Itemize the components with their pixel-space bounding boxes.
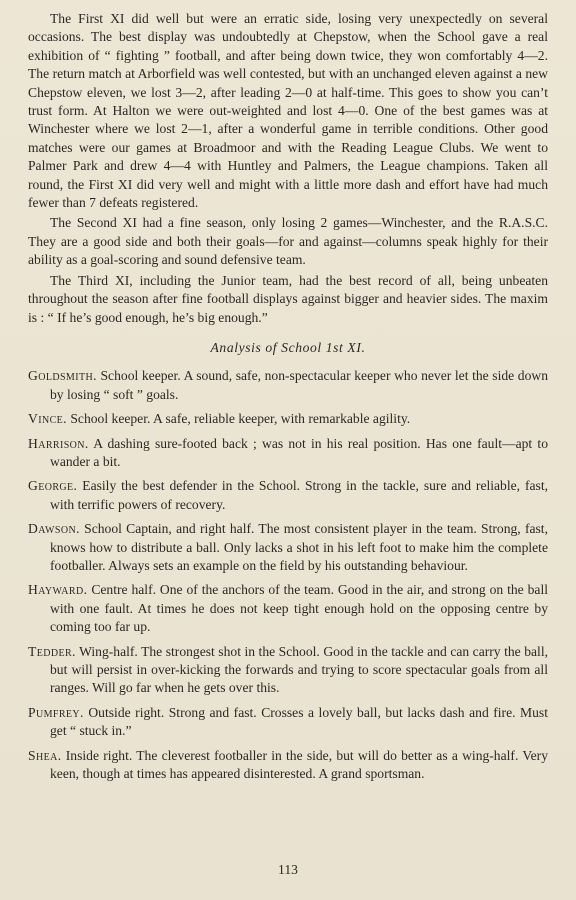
player-entry [28, 367, 548, 404]
player-description: Centre half. One of the anchors of the team. Good in the air, and strong on the ball with one fault. At times he does not keep tight enough hold on the opposing centre by coming too far up. [50, 582, 548, 635]
third-xi-paragraph: The Third XI, including the Junior team, had the best record of all, being unbeaten throughout the season after fine football displays against bigger and heavier sides. The maxim is : “ If he’s good enough, he’s big enough.” [28, 272, 548, 325]
player-name: Goldsmith. [28, 368, 97, 384]
player-name: Hayward. [28, 582, 88, 598]
first-xi-paragraph: The First XI did well but were an erratic side, losing very unexpectedly on several occasions. The best display was undoubtedly at Chepstow, when the School gave a real exhibition of “ fighting ” football, and after being down twice, they won comfortably 4—2. The return match at Arborfield was well contested, but with an unchanged eleven against a new Chepstow eleven, we lost 3—2, after leading 2—0 at half-time. This goes to show you can’t trust form. At Halton we were out-weighted and lost 4—0. One of the best games was at Winchester where we lost 2—1, after a wonderful game in terrible conditions. Other good matches were our games at Broadmoor and with the Reading League Clubs. We went to Palmer Park and drew 4—4 with Huntley and Palmers, the League champions. Taken all round, the First XI did very well and might with a little more dash and effort have had much fewer than 7 defeats registered. [28, 11, 548, 211]
player-description: School Captain, and right half. The most consistent player in the team. Strong, fast, knows how to distribute a ball. Only lacks a shot in his left foot to make him the complete footballer. Always sets an example on the field by his outstanding behaviour. [50, 521, 548, 573]
player-name: Shea. [28, 747, 62, 763]
player-entry [28, 704, 548, 741]
player-description: Wing-half. The strongest shot in the School. Good in the tackle and can carry the ball, but will persist in over-kicking the forwards and trying to score spectacular goals from all ranges. Will go far when he gets over this. [50, 643, 548, 696]
player-list [28, 367, 548, 783]
page-number: 113 [278, 862, 298, 877]
player-name: Vince. [28, 411, 67, 427]
player-name: Harrison. [28, 435, 89, 451]
player-entry [28, 643, 548, 698]
player-name: George. [28, 478, 78, 494]
player-name: Pumfrey. [28, 704, 84, 720]
second-xi-paragraph: The Second XI had a fine season, only losing 2 games—Winchester, and the R.A.S.C. They are a good side and both their goals—for and against—columns speak highly for their ability as a goal-scoring and sound defensive team. [28, 215, 548, 268]
player-description: School keeper. A sound, safe, non-spectacular keeper who never let the side down by losing “ soft ” goals. [50, 368, 548, 402]
player-entry [28, 435, 548, 472]
player-name: Tedder. [28, 643, 76, 659]
player-entry [28, 477, 548, 514]
analysis-heading: Analysis of School 1st XI. [210, 339, 366, 355]
player-description: Inside right. The cleverest footballer in the side, but will do better as a wing-half. Very keen, though at times has appeared disinterested. A grand sportsman. [50, 747, 548, 782]
player-entry [28, 581, 548, 636]
player-name: Dawson. [28, 521, 80, 537]
player-entry [28, 747, 548, 784]
player-entry [28, 520, 548, 575]
player-entry [28, 410, 548, 428]
player-description: Easily the best defender in the School. Strong in the tackle, sure and reliable, fast, with terrific powers of recovery. [50, 478, 548, 512]
player-description: A dashing sure-footed back ; was not in his real position. Has one fault—apt to wander a bit. [50, 435, 548, 469]
player-description: School keeper. A safe, reliable keeper, with remarkable agility. [70, 411, 411, 427]
player-description: Outside right. Strong and fast. Crosses a lovely ball, but lacks dash and fire. Must get “ stuck in.” [50, 704, 548, 739]
